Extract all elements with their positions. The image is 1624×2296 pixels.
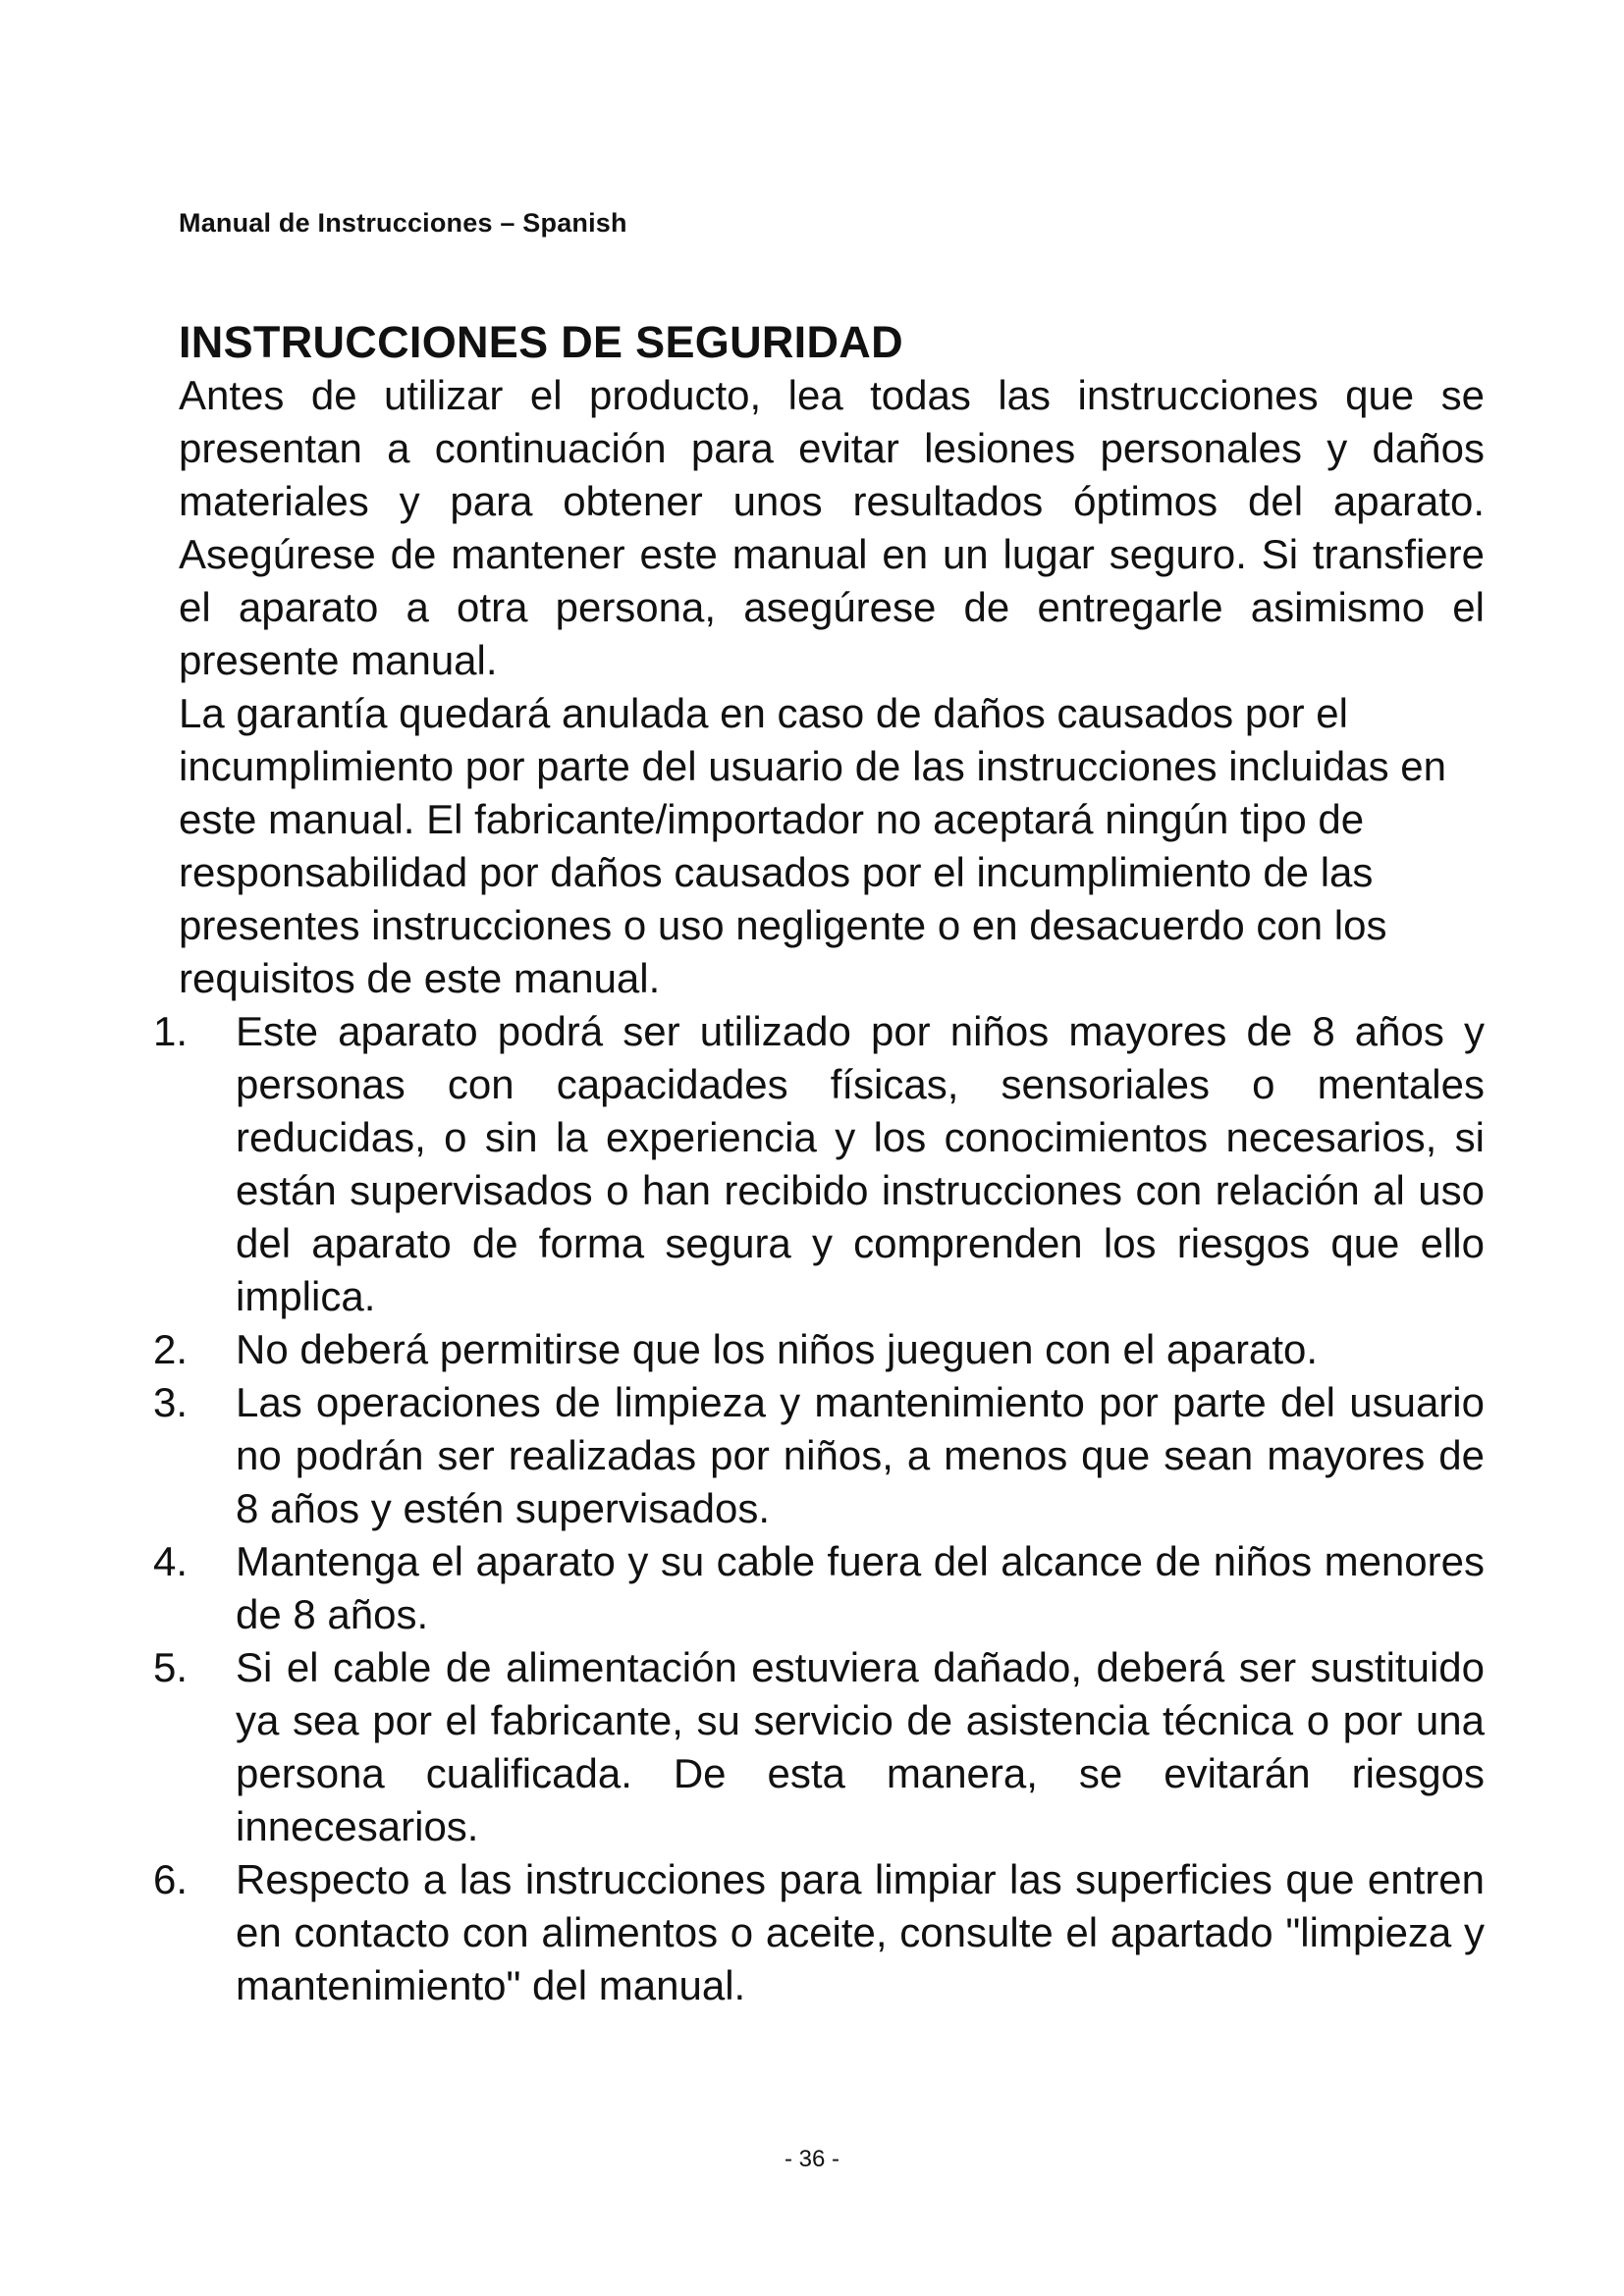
warranty-paragraph: La garantía quedará anulada en caso de daños causados por el incumplimiento por parte del usuario de las instrucciones incluidas en este manual. El fabricante/importador no aceptará ningún tipo de responsabilidad por daños causados por el incumplimiento de las presentes instrucciones o uso negligente o en desacuerdo con los requisitos de este manual.	[179, 690, 1447, 1001]
list-item-text: No deberá permitirse que los niños jueguen con el aparato.	[236, 1326, 1319, 1372]
list-item	[153, 1853, 1485, 2012]
page-number: - 36 -	[784, 2146, 839, 2172]
intro-paragraph: Antes de utilizar el producto, lea todas las instrucciones que se presentan a continuación para evitar lesiones personales y daños materiales y para obtener unos resultados óptimos del aparato. Asegúrese de mantener este manual en un lugar seguro. Si transfiere el aparato a otra persona, asegúrese de entregarle asimismo el presente manual.	[179, 372, 1485, 683]
list-item-number: 5.	[153, 1644, 189, 1690]
list-item	[153, 1323, 1485, 1376]
list-item-number: 6.	[153, 1856, 189, 1902]
list-item-text: Si el cable de alimentación estuviera dañado, deberá ser sustituido ya sea por el fabricante, su servicio de asistencia técnica o por una persona cualificada. De esta manera, se evitarán riesgos innecesarios.	[236, 1644, 1485, 1849]
list-item-text: Las operaciones de limpieza y mantenimiento por parte del usuario no podrán ser realizadas por niños, a menos que sean mayores de 8 años y estén supervisados.	[236, 1379, 1485, 1531]
list-item	[153, 1535, 1485, 1641]
safety-section	[153, 316, 1485, 2012]
list-item-text: Este aparato podrá ser utilizado por niños mayores de 8 años y personas con capacidades físicas, sensoriales o mentales reducidas, o sin la experiencia y los conocimientos necesarios, si están supervisados o han recibido instrucciones con relación al uso del aparato de forma segura y comprenden los riesgos que ello implica.	[236, 1008, 1485, 1319]
list-item	[153, 1005, 1485, 1323]
list-item-number: 1.	[153, 1008, 189, 1054]
list-item	[153, 1376, 1485, 1535]
list-item	[153, 1641, 1485, 1853]
list-item-number: 4.	[153, 1538, 189, 1584]
list-item-number: 3.	[153, 1379, 189, 1425]
section-title: INSTRUCCIONES DE SEGURIDAD	[179, 317, 903, 367]
list-item-text: Mantenga el aparato y su cable fuera del alcance de niños menores de 8 años.	[236, 1538, 1485, 1637]
safety-instructions-list	[153, 1005, 1485, 2012]
page-header: Manual de Instrucciones – Spanish	[179, 208, 627, 238]
list-item-text: Respecto a las instrucciones para limpiar las superficies que entren en contacto con alimentos o aceite, consulte el apartado "limpieza y mantenimiento" del manual.	[236, 1856, 1485, 2008]
list-item-number: 2.	[153, 1326, 189, 1372]
